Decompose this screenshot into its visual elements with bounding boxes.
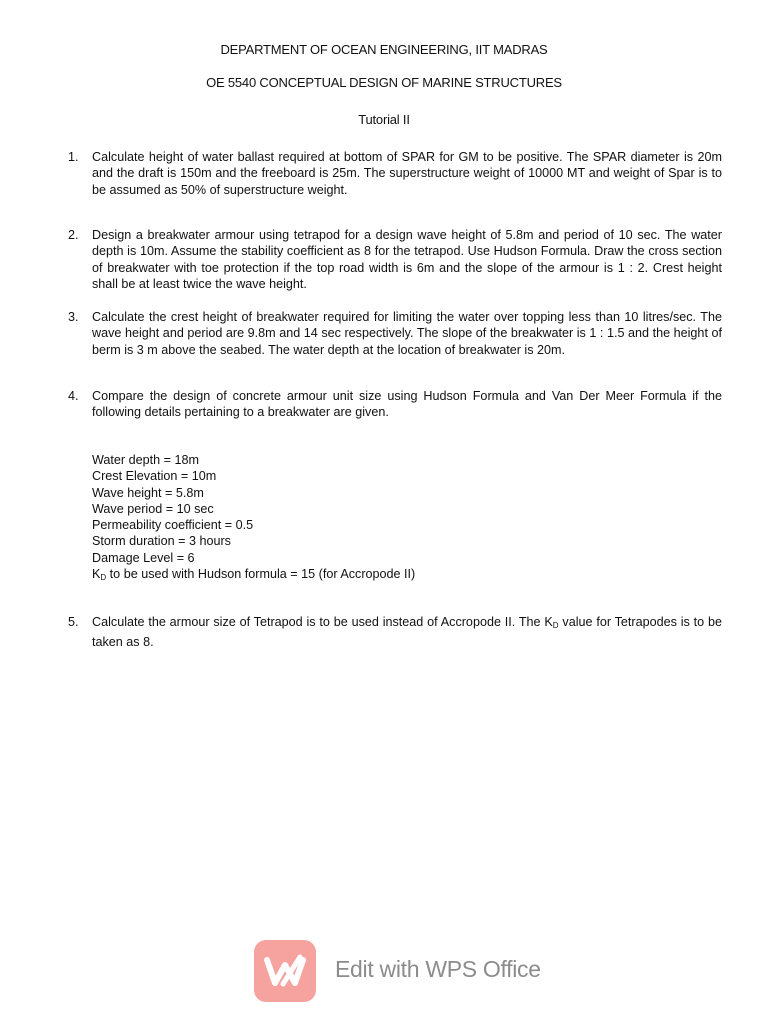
- question-text-part: Calculate the armour size of Tetrapod is to be used instead of Accropode II. The K: [92, 615, 553, 629]
- question-number: 4.: [68, 389, 79, 403]
- department-heading: DEPARTMENT OF OCEAN ENGINEERING, IIT MADRAS: [220, 42, 548, 57]
- param-wave-height: Wave height = 5.8m: [92, 485, 204, 500]
- question-text: Calculate the crest height of breakwater required for limiting the water over topping less than 10 litres/sec. The wave height and period are 9.8m and 14 sec respectively. The slope of the breakwater is 1 : 1.5 and the height of berm is 3 m above the seabed. The water depth at the location of breakwater is 20m.: [92, 310, 722, 357]
- course-heading: OE 5540 CONCEPTUAL DESIGN OF MARINE STRUCTURES: [206, 75, 562, 90]
- param-permeability: Permeability coefficient = 0.5: [92, 518, 254, 533]
- question-text: Calculate height of water ballast required at bottom of SPAR for GM to be positive. The SPAR diameter is 20m and the draft is 150m and the freeboard is 25m. The superstructure weight of 10000 MT and weight of Spar is to be assumed as 50% of superstructure weight.: [92, 150, 722, 197]
- param-damage-level: Damage Level = 6: [92, 550, 195, 565]
- question-5: [68, 614, 722, 651]
- kd-description: to be used with Hudson formula = 15 (for Accropode II): [106, 567, 416, 582]
- param-wave-period: Wave period = 10 sec: [92, 501, 214, 516]
- kd-symbol: K: [92, 567, 101, 582]
- breakwater-parameters-list: [92, 452, 415, 586]
- question-4: [68, 388, 722, 421]
- param-water-depth: Water depth = 18m: [92, 453, 199, 467]
- question-text: Design a breakwater armour using tetrapod for a design wave height of 5.8m and period of 10 sec. The water depth is 10m. Assume the stability coefficient as 8 for the tetrapod. Use Hudson Formula. Draw the cross section of breakwater with toe protection if the top road width is 6m and the slope of the armour is 1 : 2. Crest height shall be at least twice the wave height.: [92, 228, 722, 291]
- question-number: 3.: [68, 310, 79, 324]
- question-number: 1.: [68, 150, 79, 164]
- param-crest-elevation: Crest Elevation = 10m: [92, 469, 217, 484]
- wps-logo-icon: [254, 940, 316, 1002]
- question-number: 2.: [68, 228, 79, 242]
- question-1: [68, 149, 722, 198]
- question-text-part: value for Tetrapodes is to be taken as 8.: [92, 615, 722, 650]
- kd-subscript: D: [552, 621, 559, 630]
- question-3: [68, 309, 722, 358]
- kd-subscript: D: [100, 573, 107, 583]
- question-2: [68, 227, 722, 292]
- question-number: 5.: [68, 615, 79, 629]
- param-kd-hudson: [92, 566, 415, 586]
- tutorial-title: Tutorial II: [358, 112, 410, 127]
- wps-watermark[interactable]: [254, 940, 544, 1002]
- wps-edit-label: Edit with WPS Office: [335, 956, 541, 982]
- question-text: [92, 614, 722, 651]
- question-text: Compare the design of concrete armour unit size using Hudson Formula and Van Der Meer Formula if the following details pertaining to a breakwater are given.: [92, 389, 722, 420]
- param-storm-duration: Storm duration = 3 hours: [92, 534, 231, 549]
